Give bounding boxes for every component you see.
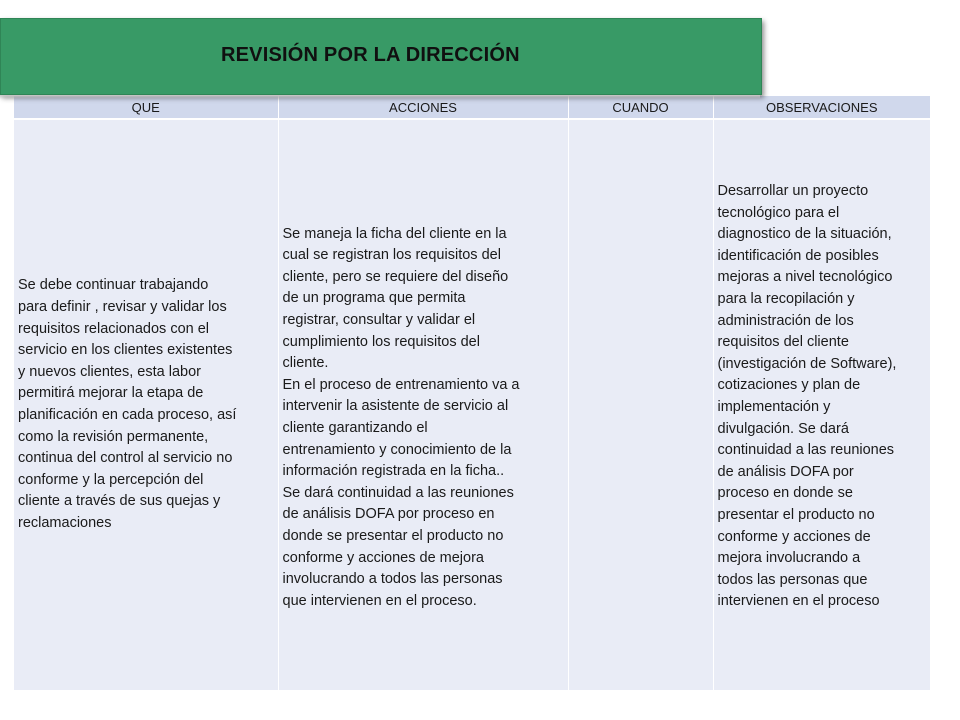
header-observaciones: OBSERVACIONES: [713, 96, 930, 119]
table-header-row: [14, 96, 930, 119]
cell-acciones: Se maneja la ficha del cliente en la cual se registran los requisitos del cliente, pero se requiere del diseño de un programa que permita registrar, consultar y validar el cumplimiento los requisitos del cliente. En el proceso de entrenamiento va a intervenir la asistente de servicio al cliente garantizando el entrenamiento y conocimiento de la información registrada en la ficha.. Se dará continuidad a las reuniones de análisis DOFA por proceso en donde se presentar el producto no conforme y acciones de mejora involucrando a todos las personas que intervienen en el proceso.: [278, 119, 568, 690]
cell-cuando: [568, 119, 713, 690]
page-title: REVISIÓN POR LA DIRECCIÓN: [221, 44, 520, 66]
header-que: QUE: [14, 96, 278, 119]
cell-que: Se debe continuar trabajando para definir , revisar y validar los requisitos relacionados con el servicio en los clientes existentes y nuevos clientes, esta labor permitirá mejorar la etapa de planificación en cada proceso, así como la revisión permanente, continua del control al servicio no conforme y la percepción del cliente a través de sus quejas y reclamaciones: [14, 119, 278, 690]
table-row: [14, 119, 930, 690]
header-cuando: CUANDO: [568, 96, 713, 119]
header-acciones: ACCIONES: [278, 96, 568, 119]
review-table: [14, 96, 930, 690]
banner-shadow: [0, 95, 760, 99]
cell-observaciones: Desarrollar un proyecto tecnológico para el diagnostico de la situación, identificación de posibles mejoras a nivel tecnológico para la recopilación y administración de los requisitos del cliente (investigación de Software), cotizaciones y plan de implementación y divulgación. Se dará continuidad a las reuniones de análisis DOFA por proceso en donde se presentar el producto no conforme y acciones de mejora involucrando a todos las personas que intervienen en el proceso: [713, 119, 930, 690]
